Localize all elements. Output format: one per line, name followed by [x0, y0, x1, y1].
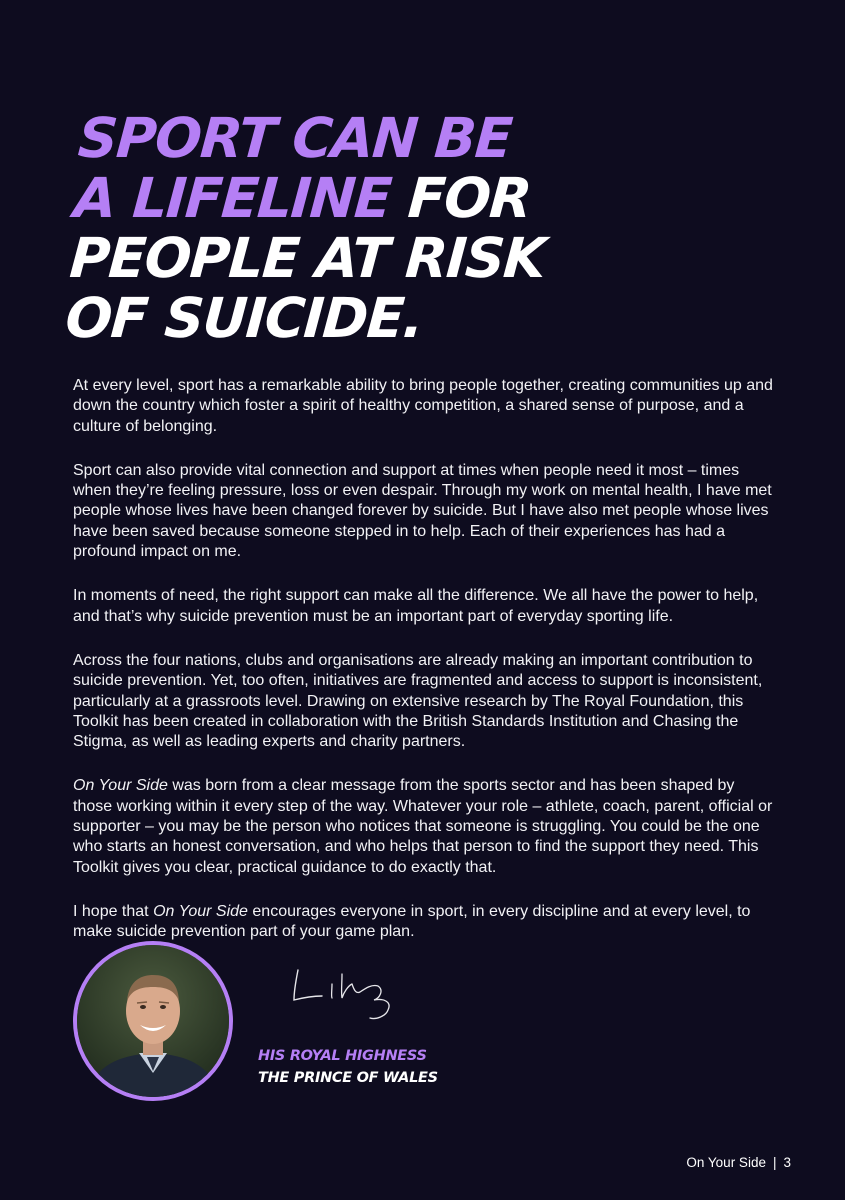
paragraph-4: Across the four nations, clubs and organisations are already making an important contribution to suicide prevention. Yet, too often, initiatives are fragmented and access to support is inconsistent, particularly at a grassroots level. Drawing on extensive research by The Royal Foundation, this Toolkit has been created in collaboration with the British Standards Institution and Chasing the Stigma, as well as leading experts and charity partners.: [73, 651, 763, 751]
page-footer: [686, 1155, 791, 1170]
headline-line-2: [72, 168, 551, 228]
page-number: 3: [783, 1155, 791, 1170]
paragraph-2: Sport can also provide vital connection and support at times when people need it most – times when they’re feeling pressure, loss or even despair. Through my work on mental health, I have met people whose lives have been changed forever by suicide. But I have also met people whose lives have been saved because someone stepped in to help. Each of their experiences has had a profound impact on me.: [73, 461, 772, 561]
letter-body: [73, 376, 773, 967]
headline-line-3: PEOPLE AT RISK: [67, 226, 547, 290]
portrait-illustration: [77, 945, 229, 1097]
paragraph-1: At every level, sport has a remarkable ability to bring people together, creating communities up and down the country which foster a spirit of healthy competition, a shared sense of purpose, and a culture of belonging.: [73, 377, 773, 435]
headline-line-4: OF SUICIDE.: [63, 286, 425, 350]
handwritten-signature: [288, 962, 418, 1022]
footer-separator: |: [772, 1155, 777, 1170]
footer-publication-title: On Your Side: [686, 1155, 766, 1170]
paragraph-3: In moments of need, the right support can make all the difference. We all have the power to help, and that’s why suicide prevention must be an important part of everyday sporting life.: [73, 587, 759, 625]
signatory-title: HIS ROYAL HIGHNESS: [258, 1048, 427, 1064]
headline-accent-lifeline: A LIFELINE: [71, 166, 393, 230]
paragraph-5: [73, 776, 773, 877]
publication-title-italic: On Your Side: [153, 902, 248, 920]
headline-line-1: SPORT CAN BE: [76, 106, 514, 170]
portrait-photo: [73, 941, 233, 1101]
paragraph-6-start: I hope that: [73, 902, 154, 920]
paragraph-6-text: encourages everyone in sport, in every discipline and at every level, to make suicide prevention part of your game plan.: [73, 902, 751, 941]
signatory-block: [258, 1045, 438, 1089]
publication-title-italic: On Your Side: [73, 777, 168, 795]
paragraph-5-text: was born from a clear message from the sports sector and has been shaped by those working within it every step of the way. Whatever your role – athlete, coach, parent, official or supporter – you may be the person who notices that someone is struggling. You could be the one who starts an honest conversation, and who helps that person to find the support they need. This Toolkit gives you clear, practical guidance to do exactly that.: [73, 777, 773, 876]
paragraph-6: [73, 902, 773, 943]
headline: [64, 108, 556, 348]
headline-word-for: FOR: [388, 166, 533, 230]
signatory-name: THE PRINCE OF WALES: [258, 1070, 438, 1086]
